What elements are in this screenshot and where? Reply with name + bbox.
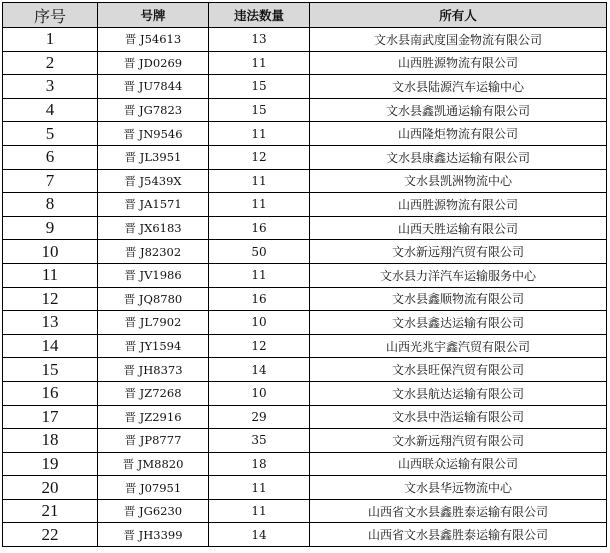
table-body	[3, 28, 607, 547]
table-row	[3, 169, 607, 193]
row-index: 15	[3, 358, 98, 382]
row-plate: 晋 J5439X	[98, 169, 209, 193]
table-row	[3, 452, 607, 476]
row-violations: 11	[209, 193, 310, 217]
row-violations: 12	[209, 145, 310, 169]
row-violations: 18	[209, 452, 310, 476]
row-index: 8	[3, 193, 98, 217]
row-violations: 11	[209, 499, 310, 523]
row-violations: 14	[209, 523, 310, 547]
row-index: 16	[3, 381, 98, 405]
row-owner: 文水县力洋汽车运输服务中心	[310, 263, 607, 287]
row-owner: 文水县鑫达运输有限公司	[310, 311, 607, 335]
row-index: 11	[3, 263, 98, 287]
row-index: 19	[3, 452, 98, 476]
row-plate: 晋 JN9546	[98, 122, 209, 146]
table-row	[3, 98, 607, 122]
row-plate: 晋 JX6183	[98, 216, 209, 240]
row-owner: 文水新远翔汽贸有限公司	[310, 240, 607, 264]
header-violations: 违法数量	[209, 3, 310, 28]
row-owner: 文水县康鑫达运输有限公司	[310, 145, 607, 169]
table-row	[3, 122, 607, 146]
violations-table	[2, 2, 607, 547]
table-row	[3, 405, 607, 429]
row-violations: 11	[209, 169, 310, 193]
row-index: 22	[3, 523, 98, 547]
table-row	[3, 523, 607, 547]
row-plate: 晋 J54613	[98, 28, 209, 52]
row-owner: 文水县陆源汽车运输中心	[310, 75, 607, 99]
row-index: 5	[3, 122, 98, 146]
row-violations: 11	[209, 263, 310, 287]
row-index: 17	[3, 405, 98, 429]
row-index: 7	[3, 169, 98, 193]
row-owner: 山西胜源物流有限公司	[310, 193, 607, 217]
row-index: 13	[3, 311, 98, 335]
row-violations: 29	[209, 405, 310, 429]
row-plate: 晋 J82302	[98, 240, 209, 264]
row-plate: 晋 JP8777	[98, 429, 209, 453]
row-owner: 文水县旺保汽贸有限公司	[310, 358, 607, 382]
row-owner: 山西光兆宇鑫汽贸有限公司	[310, 334, 607, 358]
table-row	[3, 358, 607, 382]
row-violations: 11	[209, 51, 310, 75]
row-plate: 晋 JQ8780	[98, 287, 209, 311]
table-row	[3, 193, 607, 217]
row-owner: 文水县华远物流中心	[310, 476, 607, 500]
row-plate: 晋 JM8820	[98, 452, 209, 476]
table-row	[3, 51, 607, 75]
row-violations: 15	[209, 98, 310, 122]
row-owner: 山西隆炬物流有限公司	[310, 122, 607, 146]
row-owner: 山西联众运输有限公司	[310, 452, 607, 476]
row-index: 10	[3, 240, 98, 264]
table-header-row	[3, 3, 607, 28]
row-plate: 晋 JG6230	[98, 499, 209, 523]
row-violations: 10	[209, 311, 310, 335]
table-row	[3, 381, 607, 405]
row-plate: 晋 JH8373	[98, 358, 209, 382]
row-plate: 晋 JG7823	[98, 98, 209, 122]
row-index: 6	[3, 145, 98, 169]
row-index: 3	[3, 75, 98, 99]
row-owner: 文水县鑫顺物流有限公司	[310, 287, 607, 311]
row-plate: 晋 JD0269	[98, 51, 209, 75]
table-row	[3, 287, 607, 311]
row-index: 20	[3, 476, 98, 500]
table-row	[3, 499, 607, 523]
row-plate: 晋 J07951	[98, 476, 209, 500]
row-index: 18	[3, 429, 98, 453]
row-violations: 12	[209, 334, 310, 358]
row-index: 12	[3, 287, 98, 311]
row-index: 4	[3, 98, 98, 122]
row-owner: 文水县凯洲物流中心	[310, 169, 607, 193]
row-violations: 10	[209, 381, 310, 405]
row-violations: 13	[209, 28, 310, 52]
row-plate: 晋 JA1571	[98, 193, 209, 217]
table-row	[3, 240, 607, 264]
row-owner: 文水县南武度国金物流有限公司	[310, 28, 607, 52]
row-violations: 16	[209, 216, 310, 240]
table-row	[3, 429, 607, 453]
table-row	[3, 75, 607, 99]
header-plate: 号牌	[98, 3, 209, 28]
row-index: 21	[3, 499, 98, 523]
row-plate: 晋 JU7844	[98, 75, 209, 99]
row-violations: 16	[209, 287, 310, 311]
row-index: 2	[3, 51, 98, 75]
table-row	[3, 28, 607, 52]
table-row	[3, 216, 607, 240]
document-page	[2, 2, 607, 547]
row-plate: 晋 JZ7268	[98, 381, 209, 405]
table-row	[3, 334, 607, 358]
row-index: 1	[3, 28, 98, 52]
row-violations: 14	[209, 358, 310, 382]
row-plate: 晋 JL3951	[98, 145, 209, 169]
row-owner: 山西省文水县鑫胜泰运输有限公司	[310, 499, 607, 523]
row-violations: 15	[209, 75, 310, 99]
table-row	[3, 311, 607, 335]
row-plate: 晋 JZ2916	[98, 405, 209, 429]
header-index: 序号	[3, 3, 98, 28]
row-owner: 文水县航达运输有限公司	[310, 381, 607, 405]
row-violations: 11	[209, 122, 310, 146]
row-violations: 50	[209, 240, 310, 264]
row-plate: 晋 JV1986	[98, 263, 209, 287]
row-plate: 晋 JH3399	[98, 523, 209, 547]
row-violations: 11	[209, 476, 310, 500]
row-index: 9	[3, 216, 98, 240]
row-owner: 文水县中浩运输有限公司	[310, 405, 607, 429]
row-plate: 晋 JL7902	[98, 311, 209, 335]
table-row	[3, 263, 607, 287]
row-owner: 山西省文水县鑫胜泰运输有限公司	[310, 523, 607, 547]
row-plate: 晋 JY1594	[98, 334, 209, 358]
row-violations: 35	[209, 429, 310, 453]
row-owner: 山西胜源物流有限公司	[310, 51, 607, 75]
table-row	[3, 476, 607, 500]
row-index: 14	[3, 334, 98, 358]
table-row	[3, 145, 607, 169]
row-owner: 文水县鑫凯通运输有限公司	[310, 98, 607, 122]
row-owner: 文水新远翔汽贸有限公司	[310, 429, 607, 453]
row-owner: 山西天胜运输有限公司	[310, 216, 607, 240]
header-owner: 所有人	[310, 3, 607, 28]
